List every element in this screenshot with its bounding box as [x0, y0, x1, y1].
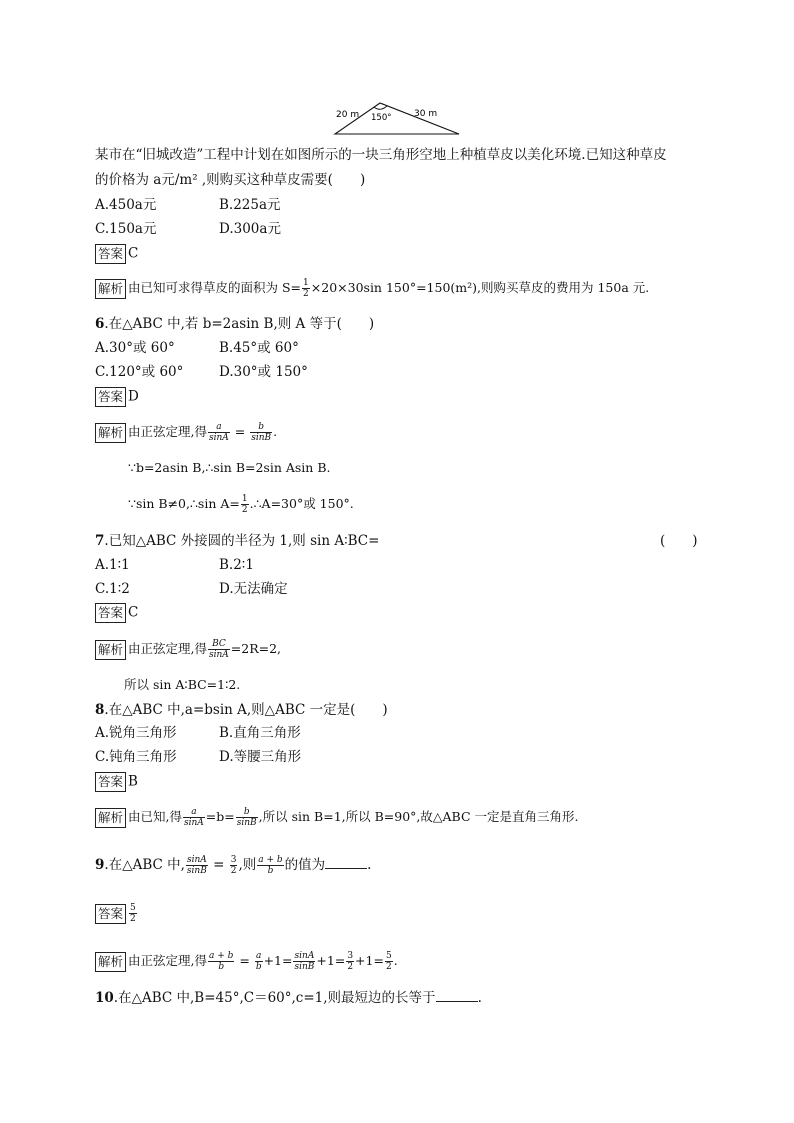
numerator: sinA [186, 855, 207, 865]
analysis-text: . [393, 953, 398, 968]
question-text: .已知△ABC 外接圆的半径为 1,则 sin A∶BC= [104, 533, 380, 549]
question-number: 6 [95, 316, 105, 332]
fraction [230, 855, 238, 876]
question-text: 的值为 [284, 857, 326, 873]
q5-stem-line2: 的价格为 a元/m² ,则购买这种草皮需要( ) [95, 172, 366, 188]
fraction [241, 494, 249, 515]
q8-option-a[interactable]: A.锐角三角形 [95, 725, 177, 741]
q8-option-c[interactable]: C.钝角三角形 [95, 749, 177, 765]
figure-right-label: 30 m [414, 109, 438, 119]
analysis-text: ×20×30sin 150°=150(m²),则购买草皮的费用为 150a 元. [310, 280, 650, 295]
figure-left-label: 20 m [336, 110, 360, 120]
numerator: a + b [258, 855, 283, 865]
q5-answer [95, 243, 138, 264]
q7-stem [95, 531, 379, 551]
fraction [257, 855, 283, 876]
fraction [255, 951, 263, 972]
q6-option-d[interactable]: D.30°或 150° [219, 364, 308, 380]
denominator: sinB [186, 866, 207, 876]
numerator: 3 [347, 951, 354, 961]
q6-answer [95, 386, 139, 407]
fraction [385, 951, 393, 972]
triangle-figure [330, 98, 465, 138]
denominator: sinA [209, 433, 229, 443]
q6-option-b[interactable]: B.45°或 60° [219, 340, 299, 356]
question-number: 10 [95, 990, 114, 1006]
angle-arc [374, 106, 387, 109]
q7-option-d[interactable]: D.无法确定 [219, 581, 288, 597]
analysis-tag: 解析 [95, 640, 126, 660]
q7-analysis-line1 [95, 639, 281, 660]
q8-option-d[interactable]: D.等腰三角形 [219, 749, 302, 765]
numerator: 1 [241, 494, 248, 504]
numerator: 1 [303, 278, 309, 288]
question-number: 9 [95, 857, 105, 873]
numerator: a [208, 422, 230, 433]
analysis-text: 由正弦定理,得 [128, 641, 207, 656]
analysis-text: ,所以 sin B=1,所以 B=90°,故△ABC 一定是直角三角形. [258, 809, 579, 824]
analysis-text: +1= [355, 953, 384, 968]
q5-stem-line1: 某市在“旧城改造”工程中计划在如图所示的一块三角形空地上种植草皮以美化环境.已知这种草皮 [95, 147, 667, 163]
q6-option-c[interactable]: C.120°或 60° [95, 364, 184, 380]
analysis-text: ∵sin B≠0,∴sin A= [128, 496, 240, 511]
fraction [186, 855, 208, 876]
fraction [208, 639, 230, 660]
denominator: 2 [130, 914, 136, 924]
question-number: 7 [95, 533, 105, 549]
q5-option-d[interactable]: D.300a元 [219, 221, 281, 237]
denominator: b [218, 962, 225, 972]
analysis-tag: 解析 [95, 808, 126, 828]
q6-stem [95, 314, 374, 334]
question-text: ,则 [238, 857, 257, 873]
q6-analysis-line3 [128, 494, 354, 515]
question-text: .在△ABC 中,a=bsin A,则△ABC 一定是( ) [104, 702, 388, 718]
denominator: b [255, 962, 262, 972]
answer-value: D [128, 388, 139, 405]
q5-option-c[interactable]: C.150a元 [95, 221, 157, 237]
numerator: b [250, 422, 272, 433]
q6-option-a[interactable]: A.30°或 60° [95, 340, 175, 356]
analysis-text: 由正弦定理,得 [128, 953, 207, 968]
q8-option-b[interactable]: B.直角三角形 [219, 725, 301, 741]
denominator: 2 [347, 962, 354, 972]
denominator: sinB [251, 433, 272, 443]
q10-stem [95, 988, 482, 1008]
question-text: = [208, 857, 229, 873]
fraction [302, 278, 310, 299]
numerator: 3 [230, 855, 237, 865]
q7-analysis-line2: 所以 sin A∶BC=1∶2. [124, 677, 241, 692]
analysis-text: 由已知,得 [128, 809, 182, 824]
analysis-text: . [273, 424, 278, 439]
q9-analysis [95, 951, 398, 972]
numerator: sinA [294, 951, 315, 961]
denominator: 2 [303, 289, 309, 299]
analysis-tag: 解析 [95, 423, 126, 443]
denominator: 2 [385, 962, 392, 972]
numerator: b [236, 807, 258, 818]
answer-blank[interactable] [436, 989, 478, 1002]
q8-answer [95, 771, 138, 792]
analysis-text: =b= [205, 809, 235, 824]
q8-stem [95, 700, 388, 720]
q7-answer [95, 602, 138, 623]
analysis-text: = [235, 953, 254, 968]
question-number: 8 [95, 702, 105, 718]
numerator: a + b [209, 951, 234, 961]
q6-analysis-line1 [95, 422, 277, 443]
denominator: 2 [241, 505, 248, 515]
analysis-text: +1= [316, 953, 346, 968]
analysis-text: .∴A=30°或 150°. [249, 496, 354, 511]
analysis-text: 由正弦定理,得 [128, 424, 207, 439]
q7-answer-paren: ( ) [660, 533, 698, 549]
answer-tag: 答案 [95, 244, 126, 264]
analysis-text: +1= [263, 953, 293, 968]
numerator: 5 [130, 903, 136, 913]
answer-value: C [128, 604, 139, 621]
figure-angle-label: 150° [371, 113, 392, 123]
question-text: .在△ABC 中,B=45°,C＝60°,c=1,则最短边的长等于 [113, 990, 436, 1006]
analysis-text: =2R=2, [230, 641, 282, 656]
denominator: b [267, 866, 274, 876]
denominator: sinB [236, 818, 257, 828]
fraction [250, 422, 272, 443]
denominator: sinB [294, 962, 315, 972]
q7-option-b[interactable]: B.2∶1 [219, 557, 254, 573]
fraction [208, 422, 230, 443]
q7-option-a[interactable]: A.1∶1 [95, 557, 130, 573]
fraction [236, 807, 258, 828]
denominator: 2 [230, 866, 237, 876]
answer-tag: 答案 [95, 772, 126, 792]
q7-option-c[interactable]: C.1∶2 [95, 581, 130, 597]
answer-value: C [128, 245, 139, 262]
fraction [293, 951, 315, 972]
q8-analysis [95, 807, 578, 828]
answer-blank[interactable] [325, 856, 367, 869]
fraction [183, 807, 205, 828]
question-text: . [477, 990, 482, 1006]
numerator: a [256, 951, 262, 961]
answer-fraction [129, 903, 137, 924]
q5-option-a[interactable]: A.450a元 [95, 197, 157, 213]
fraction [346, 951, 354, 972]
numerator: 5 [385, 951, 392, 961]
answer-value: B [128, 773, 138, 790]
question-text: .在△ABC 中, [104, 857, 185, 873]
q9-answer [95, 903, 138, 924]
q6-analysis-line2: ∵b=2asin B,∴sin B=2sin Asin B. [128, 460, 331, 475]
answer-tag: 答案 [95, 387, 126, 407]
q5-analysis [95, 278, 649, 299]
analysis-tag: 解析 [95, 952, 126, 972]
question-text: . [367, 857, 372, 873]
denominator: sinA [209, 650, 229, 660]
numerator: BC [208, 639, 230, 650]
denominator: sinA [184, 818, 204, 828]
fraction [208, 951, 234, 972]
q5-option-b[interactable]: B.225a元 [219, 197, 281, 213]
q9-stem [95, 855, 371, 876]
numerator: a [183, 807, 205, 818]
analysis-text: = [230, 424, 250, 439]
answer-tag: 答案 [95, 603, 126, 623]
question-text: .在△ABC 中,若 b=2asin B,则 A 等于( ) [104, 316, 375, 332]
analysis-text: 由已知可求得草皮的面积为 S= [128, 280, 302, 295]
analysis-tag: 解析 [95, 279, 126, 299]
answer-tag: 答案 [95, 904, 126, 924]
